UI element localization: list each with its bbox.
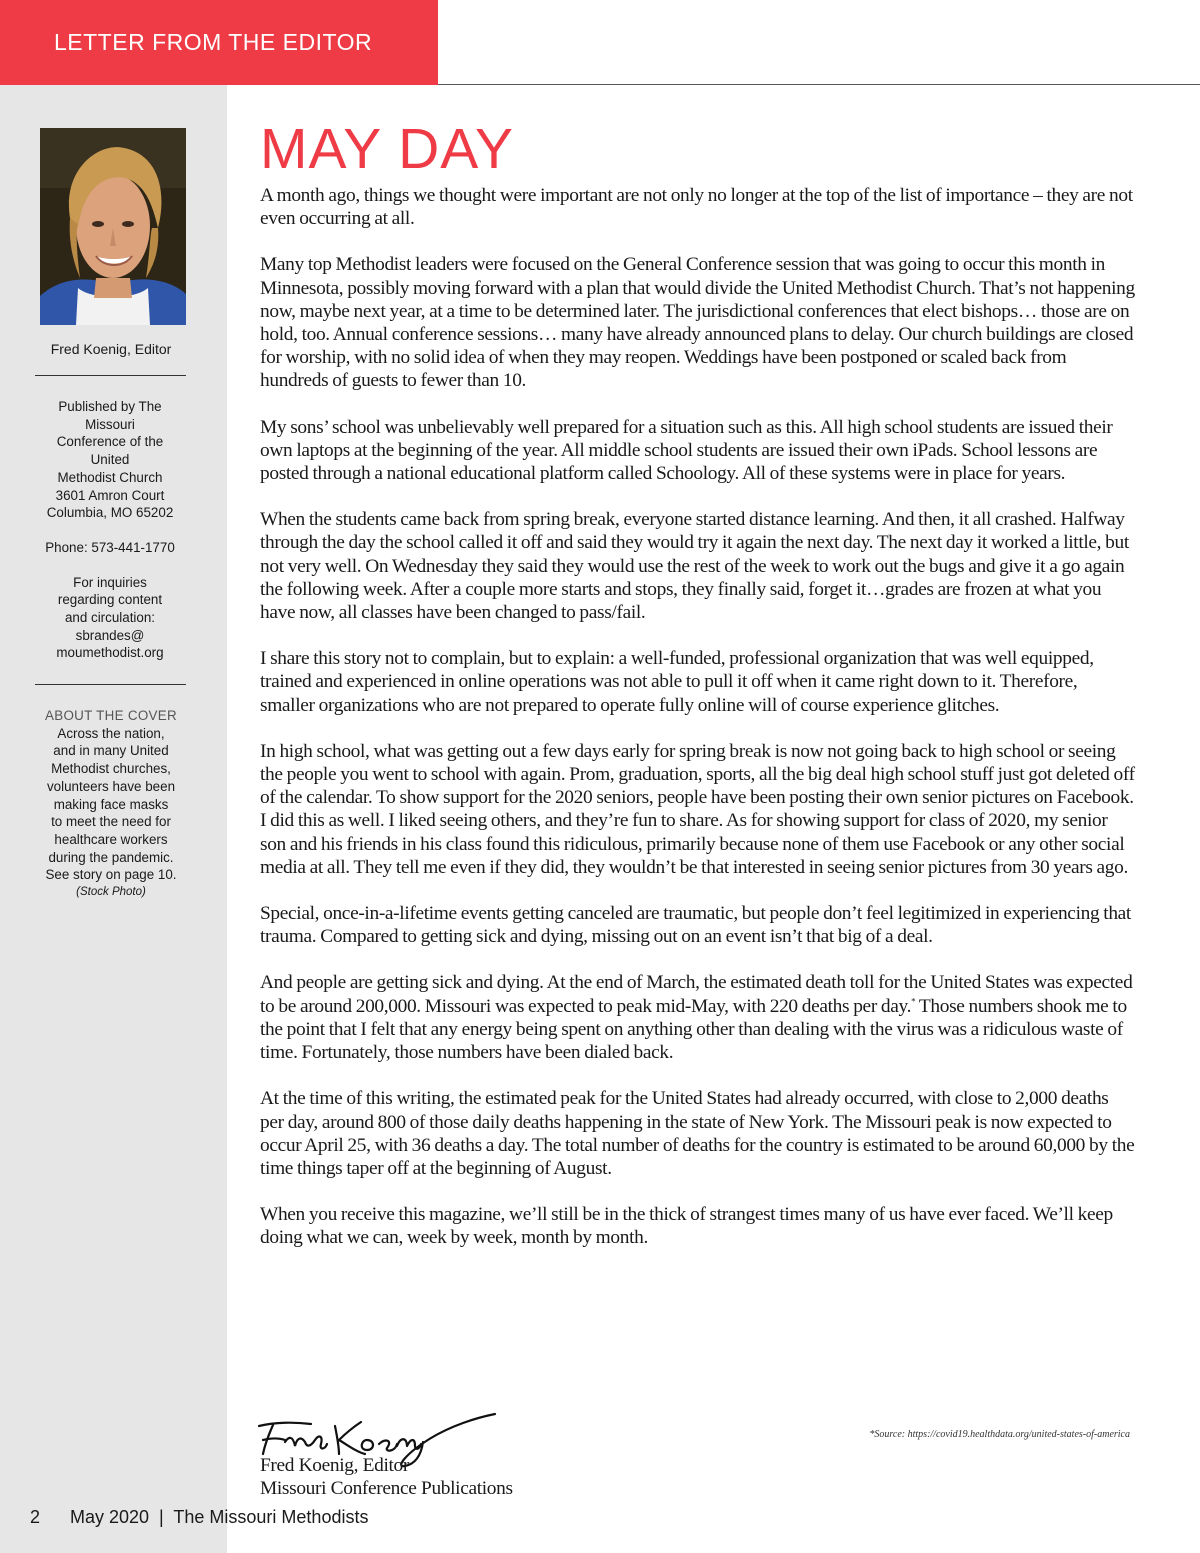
about-cover-line: healthcare workers <box>54 831 168 847</box>
article-paragraph <box>260 971 1135 1064</box>
section-label: LETTER FROM THE EDITOR <box>54 29 373 55</box>
about-cover-line: making face masks <box>53 796 169 812</box>
editor-photo <box>40 128 186 325</box>
about-cover-line: See story on page 10. <box>45 867 177 883</box>
sidebar-divider <box>35 375 186 376</box>
article-paragraph: In high school, what was getting out a few days early for spring break is now not going back to high school or seeing the people you went to school with again. Prom, graduation, sports, all the big deal high school stuff just got deleted off of the calendar. To show support for the 2020 seniors, people have been posting their own senior pictures on Facebook. I did this as well. I liked seeing others, and they’re fun to share. As for showing support for class of 2020, my senior son and his friends in his class found this ridiculous, primarily because none of them use Facebook or any other social media at all. They tell me even if they did, they wouldn’t be that interested in seeing senior pictures from 30 years ago. <box>260 740 1135 878</box>
editor-photo-caption: Fred Koenig, Editor <box>50 341 172 357</box>
publisher-line: United <box>90 452 130 468</box>
article-title: MAY DAY <box>260 117 515 181</box>
signoff-name: Fred Koenig, Editor <box>260 1455 409 1476</box>
about-cover-line: volunteers have been <box>46 778 176 794</box>
page-number: 2 <box>30 1507 41 1527</box>
photo-credit: (Stock Photo) <box>76 886 146 899</box>
signoff-organization: Missouri Conference Publications <box>260 1478 513 1500</box>
publisher-info <box>30 398 190 662</box>
publisher-line: Conference of the <box>56 434 164 450</box>
inquiry-email: moumethodist.org <box>56 645 164 661</box>
about-cover <box>30 707 192 902</box>
paragraph-text: And people are getting sick and dying. At the end of March, the estimated death toll for the United States was expected to be around 200,000. Missouri was expected to peak mid-May, with 220 deaths per day. <box>260 972 1133 1017</box>
about-cover-heading: ABOUT THE COVER <box>45 708 177 723</box>
about-cover-line: Across the nation, <box>57 725 165 741</box>
source-footnote: *Source: https://covid19.healthdata.org/united-states-of-america <box>869 1429 1130 1440</box>
article-paragraph: When the students came back from spring break, everyone started distance learning. And then, it all crashed. Halfway through the day the school called it off and said they would try it again the next day. The next day it worked a little, but not very well. On Wednesday they said they would use the rest of the week to work out the bugs and give it a go again the following week. After a couple more starts and stops, they finally said, forget it…grades are frozen at what you have now, all classes have been changed to pass/fail. <box>260 509 1129 624</box>
about-cover-line: Methodist churches, <box>51 761 171 777</box>
publisher-line: Methodist Church <box>57 469 163 485</box>
inquiry-email: sbrandes@ <box>75 627 145 643</box>
article-paragraph: Many top Methodist leaders were focused on the General Conference session that was going to occur this month in Minnesota, possibly moving forward with a plan that would divide the United Methodist Church. That’s not happening now, maybe next year, at a time to be determined later. The jurisdictional conferences that elect bishops… those are on hold, too. Annual conference sessions… many have already announced plans to delay. Our church buildings are closed for worship, with no solid idea of when they may reopen. Weddings have been postponed or scaled back from hundreds of guests to fewer than 10. <box>260 254 1135 392</box>
page-footer <box>30 1505 368 1529</box>
publisher-line: Columbia, MO 65202 <box>46 505 174 521</box>
article-paragraph: When you receive this magazine, we’ll still be in the thick of strangest times many of us have ever faced. We’ll keep doing what we can, week by week, month by month. <box>260 1204 1113 1249</box>
publisher-line: 3601 Amron Court <box>55 487 165 503</box>
publisher-line: Missouri <box>85 416 135 432</box>
article-paragraph: A month ago, things we thought were important are not only no longer at the top of the list of importance – they are not even occurring at all. <box>260 185 1133 230</box>
editor-portrait-image <box>40 128 186 325</box>
inquiry-line: regarding content <box>57 592 163 608</box>
about-cover-line: during the pandemic. <box>48 849 174 865</box>
header-rule <box>438 84 1200 85</box>
inquiry-line: and circulation: <box>64 610 156 626</box>
phone-number: Phone: 573-441-1770 <box>45 539 175 555</box>
paragraph-text: Those numbers shook me to the point that I felt that any energy being spent on anything other than dealing with the virus was a ridiculous waste of time. Fortunately, those numbers have been dialed back. <box>260 995 1127 1064</box>
issue-line: May 2020 | The Missouri Methodists <box>70 1507 369 1527</box>
publisher-line: Published by The <box>58 399 162 414</box>
about-cover-line: to meet the need for <box>51 814 171 830</box>
sidebar-divider <box>35 684 186 685</box>
section-header-banner <box>0 0 438 85</box>
article-paragraph: I share this story not to complain, but to explain: a well-funded, professional organization that was well equipped, trained and experienced in online operations was not able to pull it off when it came right down to it. Therefore, smaller organizations who are not prepared to operate fully online will of course experience glitches. <box>260 648 1094 716</box>
article-paragraph: My sons’ school was unbelievably well prepared for a situation such as this. All high school students are issued their own laptops at the beginning of the year. All middle school students are issued their own iPads. School lessons are posted through a national educational platform called Schoology. All of these systems were in place for years. <box>260 416 1113 485</box>
article-body <box>260 184 1135 1273</box>
about-cover-line: and in many United <box>53 743 169 759</box>
inquiry-line: For inquiries <box>73 574 147 590</box>
article-sign-off <box>260 1454 513 1500</box>
article-paragraph: Special, once-in-a-lifetime events getting canceled are traumatic, but people don’t feel legitimized in experiencing that trauma. Compared to getting sick and dying, missing out on an event isn’t that big of a deal. <box>260 903 1131 948</box>
footnote-marker: * <box>911 996 916 1007</box>
article-paragraph: At the time of this writing, the estimated peak for the United States had already occurred, with close to 2,000 deaths per day, around 800 of those daily deaths happening in the state of New York. The Missouri peak is now expected to occur April 25, with 36 deaths a day. The total number of deaths for the country is estimated to be around 60,000 by the time things taper off at the beginning of August. <box>260 1088 1135 1179</box>
